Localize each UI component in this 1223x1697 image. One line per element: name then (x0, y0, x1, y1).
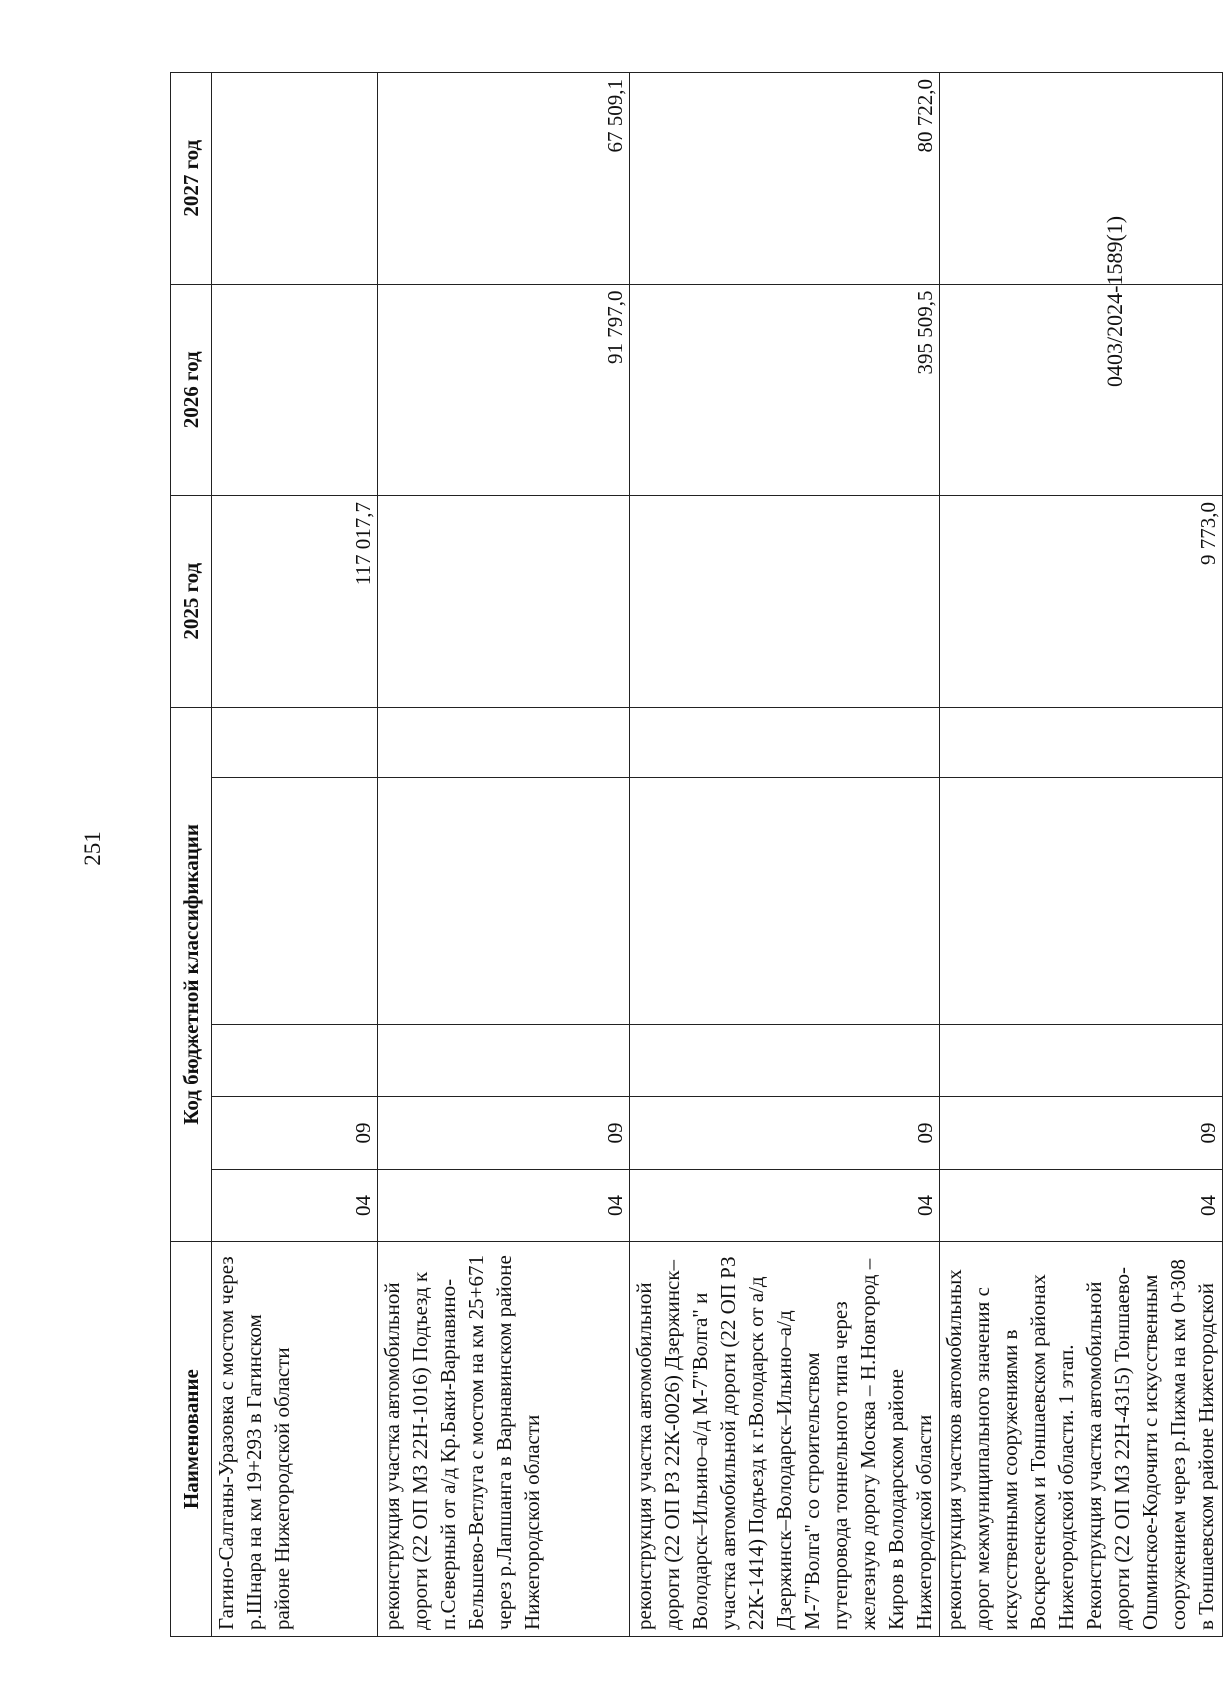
row-value-2025 (630, 496, 940, 707)
row-code-5 (940, 707, 1223, 777)
row-code-5 (378, 707, 630, 777)
row-name: реконструкция участка автомобильной дороги (22 ОП МЗ 22Н-1016) Подъезд к п.Северный от а/д Кр.Баки-Варнавино-Бельшево-Ветлуга с мостом на км 25+671 через р.Лапшанга в Варнавинском районе Нижегородской области (378, 1242, 630, 1637)
row-value-2026 (212, 284, 378, 495)
header-row (171, 73, 212, 1637)
row-name: реконструкция участка автомобильной дороги (22 ОП РЗ 22К-0026) Дзержинск–Володарск–Ильино–а/д М-7"Волга" и участка автомобильной дороги (22 ОП РЗ 22К-1414) Подъезд к г.Володарск от а/д Дзержинск–Володарск–Ильино–а/д М-7"Волга" со строительством путепровода тоннельного типа через железную дорогу Москва – Н.Новгород – Киров в Володарском районе Нижегородской области (630, 1242, 940, 1637)
table-row (378, 73, 630, 1637)
row-value-2025: 117 017,7 (212, 496, 378, 707)
row-code-3 (378, 1024, 630, 1097)
row-value-2027: 67 509,1 (378, 73, 630, 285)
row-value-2025 (378, 496, 630, 707)
row-code-section: 04 (378, 1169, 630, 1242)
page-number: 251 (80, 831, 105, 866)
table-row (212, 73, 378, 1637)
row-code-section: 04 (940, 1169, 1223, 1242)
row-code-subsection: 09 (630, 1097, 940, 1170)
budget-table (170, 72, 1223, 1637)
row-code-5 (212, 707, 378, 777)
row-name: реконструкция участков автомобильных дорог межмуниципального значения с искусственными сооружениями в Воскресенском и Тоншаевском районах Нижегородской области. 1 этап. Реконструкция участка автомобильной дороги (22 ОП МЗ 22Н-4315) Тоншаево-Ошминское-Кодочиги с искусственным сооружением через р.Пижма на км 0+308 в Тоншаевском районе Нижегородской (940, 1242, 1223, 1637)
row-code-3 (212, 1024, 378, 1097)
row-value-2027 (940, 73, 1223, 285)
header-code: Код бюджетной классификации (171, 707, 212, 1242)
row-code-4 (378, 778, 630, 1025)
row-code-section: 04 (630, 1169, 940, 1242)
row-code-4 (630, 778, 940, 1025)
row-value-2026: 91 797,0 (378, 284, 630, 495)
row-code-subsection: 09 (212, 1097, 378, 1170)
header-name: Наименование (171, 1242, 212, 1637)
header-2025: 2025 год (171, 496, 212, 707)
table-row (940, 73, 1223, 1637)
row-code-3 (940, 1024, 1223, 1097)
table-row (630, 73, 940, 1637)
row-value-2027: 80 722,0 (630, 73, 940, 285)
header-2026: 2026 год (171, 284, 212, 495)
row-code-3 (630, 1024, 940, 1097)
row-value-2027 (212, 73, 378, 285)
header-2027: 2027 год (171, 73, 212, 285)
row-value-2026 (940, 284, 1223, 495)
document-code: 0403/2024-1589(1) (1102, 215, 1127, 387)
row-code-subsection: 09 (378, 1097, 630, 1170)
row-value-2026: 395 509,5 (630, 284, 940, 495)
row-code-section: 04 (212, 1169, 378, 1242)
row-code-5 (630, 707, 940, 777)
table-body (212, 73, 1223, 1637)
row-name: Гагино-Салганы-Уразовка с мостом через р.Шнара на км 19+293 в Гагинском районе Нижегородской области (212, 1242, 378, 1637)
row-value-2025: 9 773,0 (940, 496, 1223, 707)
row-code-subsection: 09 (940, 1097, 1223, 1170)
row-code-4 (212, 778, 378, 1025)
row-code-4 (940, 778, 1223, 1025)
